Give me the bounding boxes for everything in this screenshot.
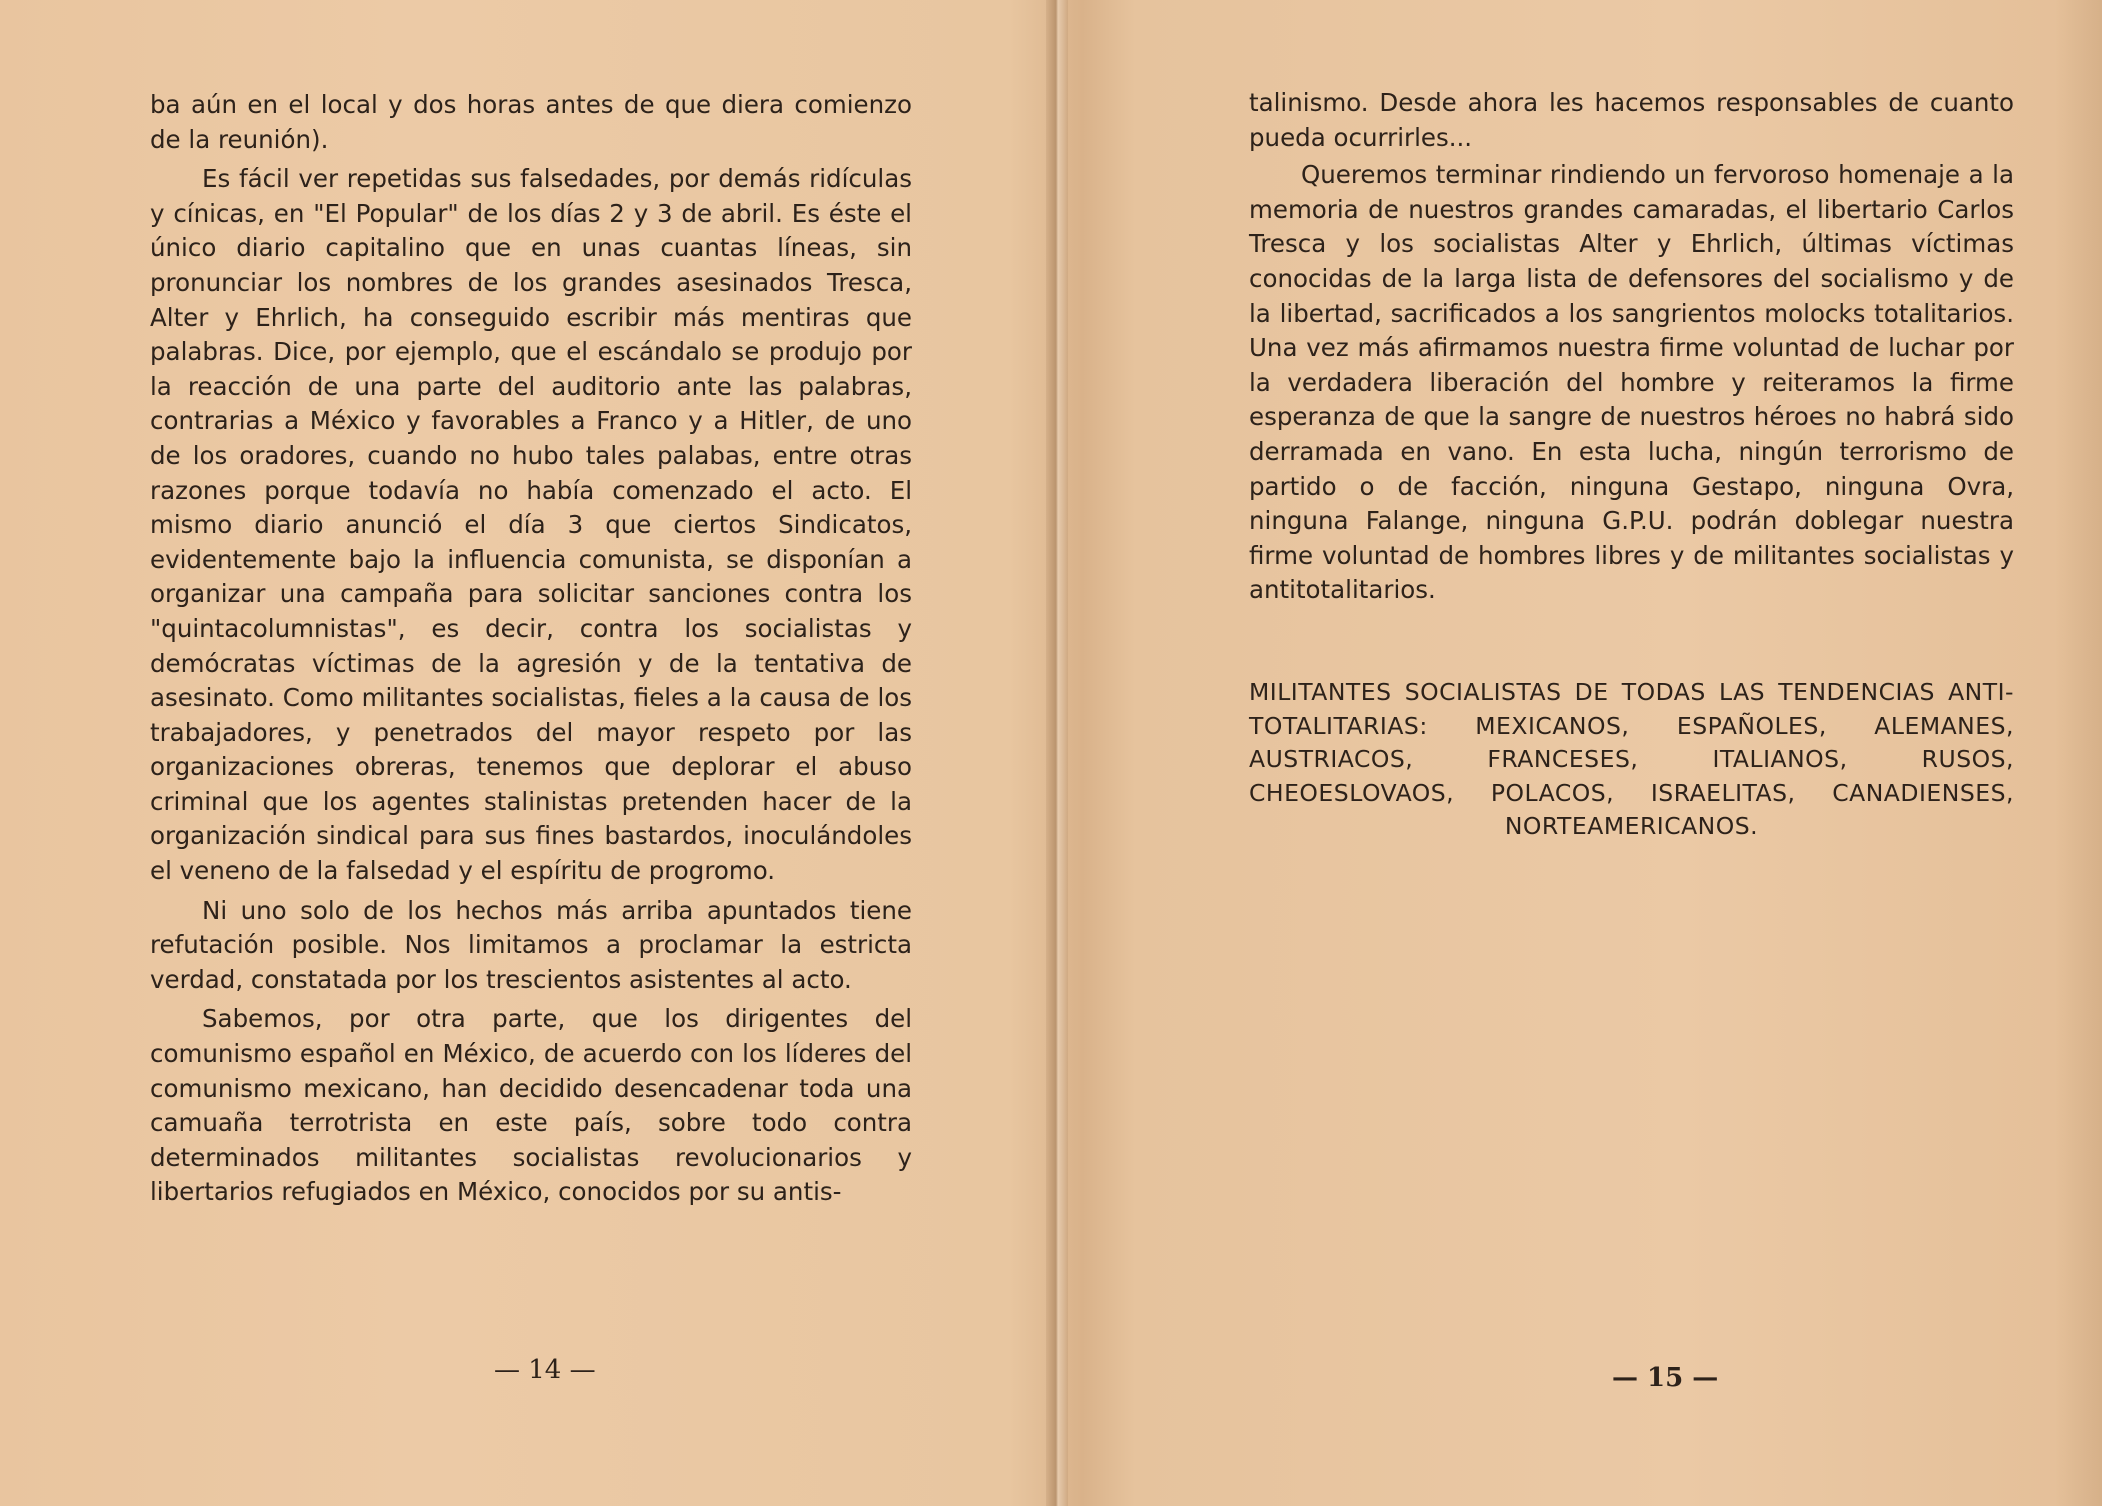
left-paragraph-3: Ni uno solo de los hechos más arriba apuntados tiene refutación posible. Nos limitamos a proclamar la estricta verdad, constatada por los trescientos asistentes al acto. bbox=[150, 895, 912, 994]
right-page-text bbox=[1249, 86, 2014, 613]
signatories-block: MILITANTES SOCIALISTAS DE TODAS LAS TENDENCIAS ANTI-TOTALITARIAS: MEXICANOS, ESPAÑOLES, ALEMANES, AUSTRIACOS, FRANCESES, ITALIANOS, RUSOS, CHEOESLOVAOS, POLACOS, ISRAELITAS, CANADIENSES, NORTEAMERICANOS. bbox=[1249, 678, 2014, 840]
book-gutter bbox=[1046, 0, 1068, 1506]
left-page-text bbox=[150, 88, 912, 1215]
right-paragraph-2: Queremos terminar rindiendo un fervoroso homenaje a la memoria de nuestros grandes camaradas, el libertario Carlos Tresca y los socialistas Alter y Ehrlich, últimas víctimas conocidas de la larga lista de defensores del socialismo y de la libertad, sacrificados a los sangrientos molocks totalitarios. Una vez más afirmamos nuestra firme voluntad de luchar por la verdadera liberación del hombre y reiteramos la firme esperanza de que la sangre de nuestros héroes no habrá sido derramada en vano. En esta lucha, ningún terrorismo de partido o de facción, ninguna Gestapo, ninguna Ovra, ninguna Falange, ninguna G.P.U. podrán doblegar nuestra firme voluntad de hombres libres y de militantes socialistas y antitotalitarios. bbox=[1249, 160, 2014, 605]
right-page-number: — 15 — bbox=[1612, 1363, 1719, 1393]
left-paragraph-2: Es fácil ver repetidas sus falsedades, por demás ridículas y cínicas, en "El Popular" de los días 2 y 3 de abril. Es éste el único diario capitalino que en unas cuantas líneas, sin pronunciar los nombres de los grandes asesinados Tresca, Alter y Ehrlich, ha conseguido escribir más mentiras que palabras. Dice, por ejemplo, que el escándalo se produjo por la reacción de una parte del auditorio ante las palabras, contrarias a México y favorables a Franco y a Hitler, de uno de los oradores, cuando no hubo tales palabas, entre otras razones porque todavía no había comenzado el acto. El mismo diario anunció el día 3 que ciertos Sindicatos, evidentemente bajo la influencia comunista, se disponían a organizar una campaña para solicitar sanciones contra los "quintacolumnistas", es decir, contra los socialistas y demócratas víctimas de la agresión y de la tentativa de asesinato. Como militantes socialistas, fieles a la causa de los trabajadores, y penetrados del mayor respeto por las organizaciones obreras, tenemos que deplorar el abuso criminal que los agentes stalinistas pretenden hacer de la organización sindical para sus fines bastardos, inoculándoles el veneno de la falsedad y el espíritu de progromo. bbox=[150, 164, 912, 886]
left-paragraph-1: ba aún en el local y dos horas antes de que diera comienzo de la reunión). bbox=[150, 90, 912, 154]
right-paragraph-1: talinismo. Desde ahora les hacemos responsables de cuanto pueda ocurrirles... bbox=[1249, 88, 2014, 152]
left-paragraph-4: Sabemos, por otra parte, que los dirigentes del comunismo español en México, de acuerdo con los líderes del comunismo mexicano, han decidido desencadenar toda una camuaña terrotrista en este país, sobre todo contra determinados militantes socialistas revolucionarios y libertarios refugiados en México, conocidos por su antis- bbox=[150, 1004, 912, 1207]
page-edge-shadow bbox=[2055, 0, 2102, 1506]
left-page-number: — 14 — bbox=[494, 1355, 596, 1385]
